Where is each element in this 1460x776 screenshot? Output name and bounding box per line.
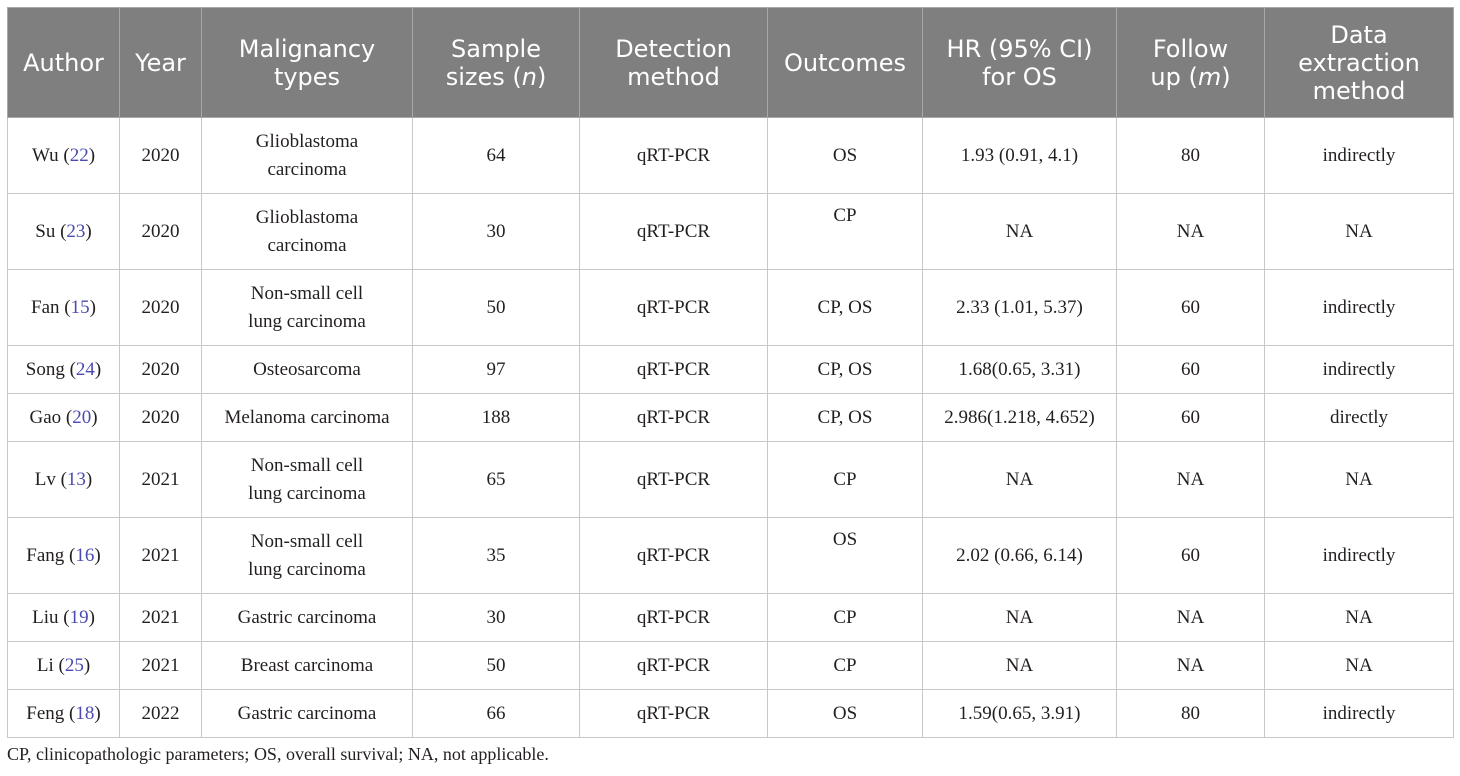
cell-detection-method xyxy=(580,594,768,642)
header-detection-method: Detection method xyxy=(580,8,768,118)
header-row xyxy=(8,8,1454,118)
hr-value: 1.93 (0.91, 4.1) xyxy=(960,144,1079,166)
year-value: 2020 xyxy=(141,406,180,428)
malignancy-line: Glioblastoma xyxy=(255,130,359,152)
follow-up-value: 60 xyxy=(1181,358,1200,380)
follow-up-value: NA xyxy=(1176,606,1205,628)
outcomes-value: OS xyxy=(832,144,858,166)
reference-link: 18 xyxy=(75,702,95,724)
extraction-method-value: directly xyxy=(1329,406,1389,428)
year-value: 2021 xyxy=(141,654,180,676)
cell-malignancy xyxy=(202,270,413,346)
hr-value: 1.68(0.65, 3.31) xyxy=(958,358,1081,380)
year-value: 2021 xyxy=(141,468,180,490)
cell-extraction xyxy=(1265,690,1454,738)
cell-detection-method xyxy=(580,442,768,518)
header-sample-sizes: Sample sizes (n) xyxy=(413,8,580,118)
detection-method-value: qRT-PCR xyxy=(636,406,711,428)
malignancy-line: Gastric carcinoma xyxy=(237,606,377,628)
cell-author: Song (24) xyxy=(8,346,120,394)
table-footnote: CP, clinicopathologic parameters; OS, overall survival; NA, not applicable. xyxy=(7,744,549,764)
extraction-method-value: NA xyxy=(1345,220,1373,242)
author-name: Su xyxy=(35,220,56,242)
cell-follow-up xyxy=(1117,346,1265,394)
cell-outcomes xyxy=(768,346,923,394)
cell-hr xyxy=(923,394,1117,442)
header-author: Author xyxy=(8,8,120,118)
cell-hr xyxy=(923,518,1117,594)
cell-sample-size xyxy=(413,194,580,270)
sample-size-value: 30 xyxy=(486,220,506,242)
cell-follow-up xyxy=(1117,442,1265,518)
outcomes-value: OS xyxy=(832,529,858,550)
detection-method-value: qRT-PCR xyxy=(636,544,711,566)
sample-size-value: 64 xyxy=(486,144,506,166)
author-name: Liu xyxy=(32,606,59,628)
table-row xyxy=(8,594,1454,642)
cell-detection-method xyxy=(580,194,768,270)
year-value: 2022 xyxy=(141,702,180,724)
cell-year xyxy=(120,594,202,642)
table-row xyxy=(8,118,1454,194)
sample-size-value: 188 xyxy=(481,406,511,428)
author-name: Li xyxy=(36,654,54,676)
detection-method-value: qRT-PCR xyxy=(636,296,711,318)
hr-value: NA xyxy=(1005,654,1034,676)
table-row xyxy=(8,194,1454,270)
cell-malignancy xyxy=(202,642,413,690)
hr-value: 1.59(0.65, 3.91) xyxy=(958,702,1081,724)
cell-sample-size xyxy=(413,394,580,442)
detection-method-value: qRT-PCR xyxy=(636,144,711,166)
header-malignancy-types: Malignancy types xyxy=(202,8,413,118)
cell-outcomes xyxy=(768,270,923,346)
study-table xyxy=(7,7,1454,738)
cell-outcomes xyxy=(768,394,923,442)
cell-sample-size xyxy=(413,690,580,738)
cell-detection-method xyxy=(580,346,768,394)
cell-malignancy xyxy=(202,394,413,442)
table-body xyxy=(8,118,1454,738)
year-value: 2020 xyxy=(141,144,180,166)
year-value: 2020 xyxy=(141,358,180,380)
malignancy-line: Non-small cell xyxy=(250,282,364,304)
author-name: Fan xyxy=(31,296,60,318)
cell-sample-size xyxy=(413,270,580,346)
cell-detection-method xyxy=(580,118,768,194)
cell-malignancy xyxy=(202,594,413,642)
extraction-method-value: indirectly xyxy=(1322,358,1396,380)
malignancy-line: lung carcinoma xyxy=(248,310,366,332)
cell-outcomes xyxy=(768,194,923,270)
sample-size-value: 50 xyxy=(486,654,506,676)
cell-detection-method xyxy=(580,642,768,690)
cell-outcomes xyxy=(768,118,923,194)
sample-size-value: 97 xyxy=(486,358,506,380)
reference-link: 23 xyxy=(66,220,86,242)
reference-link: 25 xyxy=(64,654,84,676)
cell-hr xyxy=(923,270,1117,346)
malignancy-line: Breast carcinoma xyxy=(240,654,374,676)
cell-follow-up xyxy=(1117,690,1265,738)
hr-value: NA xyxy=(1005,468,1034,490)
cell-year xyxy=(120,270,202,346)
cell-malignancy xyxy=(202,118,413,194)
extraction-method-value: indirectly xyxy=(1322,296,1396,318)
cell-detection-method xyxy=(580,518,768,594)
cell-author: Fan (15) xyxy=(8,270,120,346)
cell-detection-method xyxy=(580,690,768,738)
malignancy-line: carcinoma xyxy=(267,158,347,180)
year-value: 2020 xyxy=(141,220,180,242)
author-name: Wu xyxy=(31,144,59,166)
cell-sample-size xyxy=(413,594,580,642)
reference-link: 16 xyxy=(75,544,95,566)
header-hr: HR (95% CI) for OS xyxy=(923,8,1117,118)
follow-up-value: 60 xyxy=(1181,544,1200,566)
reference-link: 13 xyxy=(66,468,86,490)
malignancy-line: lung carcinoma xyxy=(248,482,366,504)
cell-author: Su (23) xyxy=(8,194,120,270)
cell-malignancy xyxy=(202,442,413,518)
reference-link: 24 xyxy=(75,358,95,380)
cell-hr xyxy=(923,594,1117,642)
cell-year xyxy=(120,194,202,270)
outcomes-value: CP xyxy=(833,468,857,490)
sample-size-value: 66 xyxy=(486,702,506,724)
author-name: Feng xyxy=(26,702,65,724)
extraction-method-value: indirectly xyxy=(1322,702,1396,724)
cell-extraction xyxy=(1265,394,1454,442)
cell-detection-method xyxy=(580,394,768,442)
cell-outcomes xyxy=(768,690,923,738)
table-row xyxy=(8,394,1454,442)
cell-author: Fang (16) xyxy=(8,518,120,594)
cell-year xyxy=(120,642,202,690)
cell-author: Li (25) xyxy=(8,642,120,690)
cell-outcomes xyxy=(768,642,923,690)
outcomes-value: CP xyxy=(833,606,857,628)
extraction-method-value: NA xyxy=(1345,606,1373,628)
cell-detection-method xyxy=(580,270,768,346)
cell-malignancy xyxy=(202,518,413,594)
malignancy-line: Non-small cell xyxy=(250,530,364,552)
cell-outcomes xyxy=(768,518,923,594)
cell-extraction xyxy=(1265,518,1454,594)
follow-up-value: 80 xyxy=(1181,702,1200,724)
reference-link: 22 xyxy=(69,144,89,166)
cell-sample-size xyxy=(413,118,580,194)
sample-size-value: 30 xyxy=(486,606,506,628)
header-year: Year xyxy=(120,8,202,118)
cell-follow-up xyxy=(1117,518,1265,594)
sample-size-value: 35 xyxy=(486,544,506,566)
cell-year xyxy=(120,518,202,594)
cell-follow-up xyxy=(1117,642,1265,690)
cell-author: Lv (13) xyxy=(8,442,120,518)
table-row xyxy=(8,270,1454,346)
cell-follow-up xyxy=(1117,118,1265,194)
cell-follow-up xyxy=(1117,194,1265,270)
table-row xyxy=(8,346,1454,394)
cell-extraction xyxy=(1265,194,1454,270)
header-follow-up: Follow up (m) xyxy=(1117,8,1265,118)
extraction-method-value: indirectly xyxy=(1322,544,1396,566)
malignancy-line: Glioblastoma xyxy=(255,206,359,228)
detection-method-value: qRT-PCR xyxy=(636,702,711,724)
cell-extraction xyxy=(1265,642,1454,690)
year-value: 2021 xyxy=(141,606,180,628)
year-value: 2020 xyxy=(141,296,180,318)
detection-method-value: qRT-PCR xyxy=(636,654,711,676)
cell-malignancy xyxy=(202,690,413,738)
hr-value: 2.33 (1.01, 5.37) xyxy=(956,296,1083,318)
cell-author: Gao (20) xyxy=(8,394,120,442)
header-outcomes: Outcomes xyxy=(768,8,923,118)
sample-size-value: 65 xyxy=(486,468,506,490)
cell-author: Liu (19) xyxy=(8,594,120,642)
author-name: Song xyxy=(25,358,65,380)
detection-method-value: qRT-PCR xyxy=(636,468,711,490)
hr-value: 2.986(1.218, 4.652) xyxy=(944,406,1095,428)
extraction-method-value: NA xyxy=(1345,654,1373,676)
cell-year xyxy=(120,442,202,518)
cell-hr xyxy=(923,442,1117,518)
cell-year xyxy=(120,346,202,394)
table-row xyxy=(8,690,1454,738)
cell-hr xyxy=(923,690,1117,738)
malignancy-line: Gastric carcinoma xyxy=(237,702,377,724)
follow-up-value: 80 xyxy=(1181,144,1200,166)
cell-extraction xyxy=(1265,118,1454,194)
outcomes-value: CP xyxy=(833,205,857,226)
follow-up-value: NA xyxy=(1176,468,1205,490)
malignancy-line: Non-small cell xyxy=(250,454,364,476)
author-name: Gao xyxy=(29,406,62,428)
author-name: Lv xyxy=(34,468,56,490)
cell-sample-size xyxy=(413,642,580,690)
detection-method-value: qRT-PCR xyxy=(636,606,711,628)
sample-size-value: 50 xyxy=(486,296,506,318)
cell-year xyxy=(120,690,202,738)
cell-extraction xyxy=(1265,270,1454,346)
outcomes-value: CP, OS xyxy=(817,296,873,318)
table-row xyxy=(8,642,1454,690)
follow-up-value: 60 xyxy=(1181,406,1200,428)
extraction-method-value: NA xyxy=(1345,468,1373,490)
cell-author: Feng (18) xyxy=(8,690,120,738)
cell-extraction xyxy=(1265,442,1454,518)
header-data-extraction-method: Data extraction method xyxy=(1265,8,1454,118)
table-row xyxy=(8,518,1454,594)
malignancy-line: Melanoma carcinoma xyxy=(224,406,390,428)
detection-method-value: qRT-PCR xyxy=(636,358,711,380)
malignancy-line: carcinoma xyxy=(267,234,347,256)
cell-hr xyxy=(923,642,1117,690)
cell-hr xyxy=(923,346,1117,394)
cell-follow-up xyxy=(1117,594,1265,642)
cell-outcomes xyxy=(768,594,923,642)
hr-value: NA xyxy=(1005,606,1034,628)
cell-extraction xyxy=(1265,594,1454,642)
cell-year xyxy=(120,118,202,194)
cell-hr xyxy=(923,194,1117,270)
cell-year xyxy=(120,394,202,442)
cell-follow-up xyxy=(1117,394,1265,442)
outcomes-value: OS xyxy=(832,702,858,724)
outcomes-value: CP, OS xyxy=(817,358,873,380)
outcomes-value: CP xyxy=(833,654,857,676)
cell-sample-size xyxy=(413,346,580,394)
reference-link: 20 xyxy=(72,406,92,428)
table-row xyxy=(8,442,1454,518)
year-value: 2021 xyxy=(141,544,180,566)
cell-extraction xyxy=(1265,346,1454,394)
cell-malignancy xyxy=(202,346,413,394)
follow-up-value: NA xyxy=(1176,220,1205,242)
outcomes-value: CP, OS xyxy=(817,406,873,428)
reference-link: 19 xyxy=(69,606,89,628)
detection-method-value: qRT-PCR xyxy=(636,220,711,242)
cell-hr xyxy=(923,118,1117,194)
cell-outcomes xyxy=(768,442,923,518)
cell-follow-up xyxy=(1117,270,1265,346)
hr-value: 2.02 (0.66, 6.14) xyxy=(956,544,1083,566)
cell-sample-size xyxy=(413,442,580,518)
follow-up-value: 60 xyxy=(1181,296,1200,318)
follow-up-value: NA xyxy=(1176,654,1205,676)
cell-author: Wu (22) xyxy=(8,118,120,194)
extraction-method-value: indirectly xyxy=(1322,144,1396,166)
author-name: Fang xyxy=(26,544,65,566)
hr-value: NA xyxy=(1005,220,1034,242)
cell-malignancy xyxy=(202,194,413,270)
reference-link: 15 xyxy=(70,296,90,318)
malignancy-line: lung carcinoma xyxy=(248,558,366,580)
cell-sample-size xyxy=(413,518,580,594)
malignancy-line: Osteosarcoma xyxy=(253,358,361,380)
